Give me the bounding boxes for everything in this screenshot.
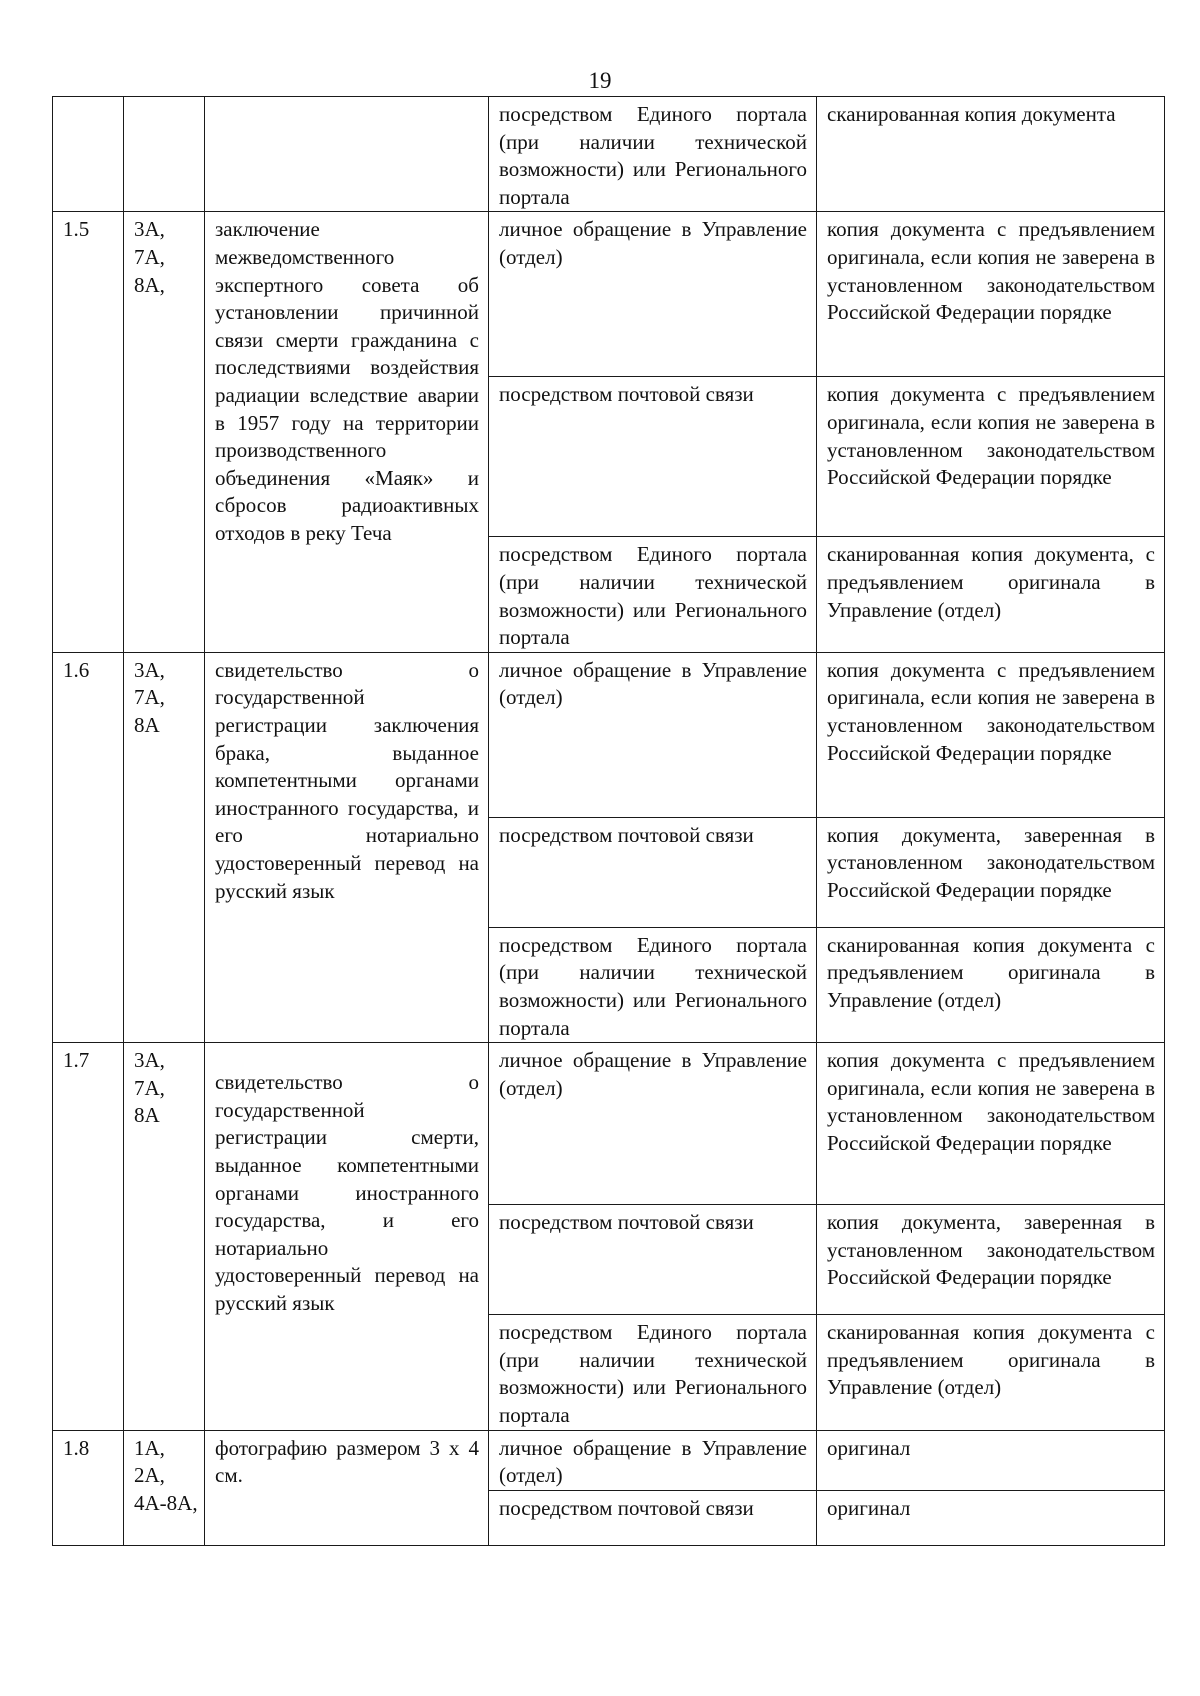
categories-cell: 3А, 7А, 8А	[124, 652, 205, 1042]
submission-method-cell: посредством почтовой связи	[489, 377, 817, 537]
item-number-cell	[53, 97, 124, 212]
document-form-cell: сканированная копия документа, с предъявлением оригинала в Управление (отдел)	[817, 537, 1165, 652]
submission-method-cell: посредством Единого портала (при наличии технической возможности) или Регионального портала	[489, 927, 817, 1042]
document-cell: свидетельство о государственной регистрации смерти, выданное компетентными органами иностранного государства, и его нотариально удостоверенный перевод на русский язык	[205, 1043, 489, 1430]
categories-cell: 3А, 7А, 8А,	[124, 212, 205, 652]
document-form-cell: копия документа с предъявлением оригинала, если копия не заверена в установленном законодательством Российской Федерации порядке	[817, 212, 1165, 377]
table-row	[53, 97, 1165, 212]
document-form-cell: оригинал	[817, 1430, 1165, 1490]
table-row	[53, 212, 1165, 377]
submission-method-cell: посредством почтовой связи	[489, 1490, 817, 1545]
submission-method-cell: личное обращение в Управление (отдел)	[489, 1430, 817, 1490]
item-number-cell: 1.7	[53, 1043, 124, 1430]
submission-method-cell: посредством почтовой связи	[489, 817, 817, 927]
submission-method-cell: посредством почтовой связи	[489, 1205, 817, 1315]
document-form-cell: копия документа, заверенная в установленном законодательством Российской Федерации порядке	[817, 1205, 1165, 1315]
table-row	[53, 1430, 1165, 1490]
document-form-cell: копия документа с предъявлением оригинала, если копия не заверена в установленном законодательством Российской Федерации порядке	[817, 377, 1165, 537]
submission-method-cell: посредством Единого портала (при наличии технической возможности) или Регионального портала	[489, 1315, 817, 1430]
document-form-cell: копия документа с предъявлением оригинала, если копия не заверена в установленном законодательством Российской Федерации порядке	[817, 1043, 1165, 1205]
document-cell: фотографию размером 3 х 4 см.	[205, 1430, 489, 1545]
submission-method-cell: личное обращение в Управление (отдел)	[489, 212, 817, 377]
document-cell: свидетельство о государственной регистрации заключения брака, выданное компетентными органами иностранного государства, и его нотариально удостоверенный перевод на русский язык	[205, 652, 489, 1042]
document-cell	[205, 97, 489, 212]
document-form-cell: копия документа, заверенная в установленном законодательством Российской Федерации порядке	[817, 817, 1165, 927]
document-form-cell: сканированная копия документа	[817, 97, 1165, 212]
submission-method-cell: посредством Единого портала (при наличии технической возможности) или Регионального портала	[489, 97, 817, 212]
document-form-cell: оригинал	[817, 1490, 1165, 1545]
submission-method-cell: личное обращение в Управление (отдел)	[489, 652, 817, 817]
document-form-cell: копия документа с предъявлением оригинала, если копия не заверена в установленном законодательством Российской Федерации порядке	[817, 652, 1165, 817]
page-number: 19	[588, 68, 612, 93]
document-form-cell: сканированная копия документа с предъявлением оригинала в Управление (отдел)	[817, 927, 1165, 1042]
item-number-cell: 1.8	[53, 1430, 124, 1545]
categories-cell	[124, 97, 205, 212]
documents-table	[52, 96, 1165, 1546]
document-cell: заключение межведомственного экспертного совета об установлении причинной связи смерти гражданина с последствиями воздействия радиации вследствие аварии в 1957 году на территории производственного объединения «Маяк» и сбросов радиоактивных отходов в реку Теча	[205, 212, 489, 652]
table-row	[53, 652, 1165, 817]
categories-cell: 1А, 2А, 4А-8А,	[124, 1430, 205, 1545]
document-form-cell: сканированная копия документа с предъявлением оригинала в Управление (отдел)	[817, 1315, 1165, 1430]
item-number-cell: 1.5	[53, 212, 124, 652]
submission-method-cell: личное обращение в Управление (отдел)	[489, 1043, 817, 1205]
table-row	[53, 1043, 1165, 1205]
item-number-cell: 1.6	[53, 652, 124, 1042]
submission-method-cell: посредством Единого портала (при наличии технической возможности) или Регионального портала	[489, 537, 817, 652]
categories-cell: 3А, 7А, 8А	[124, 1043, 205, 1430]
